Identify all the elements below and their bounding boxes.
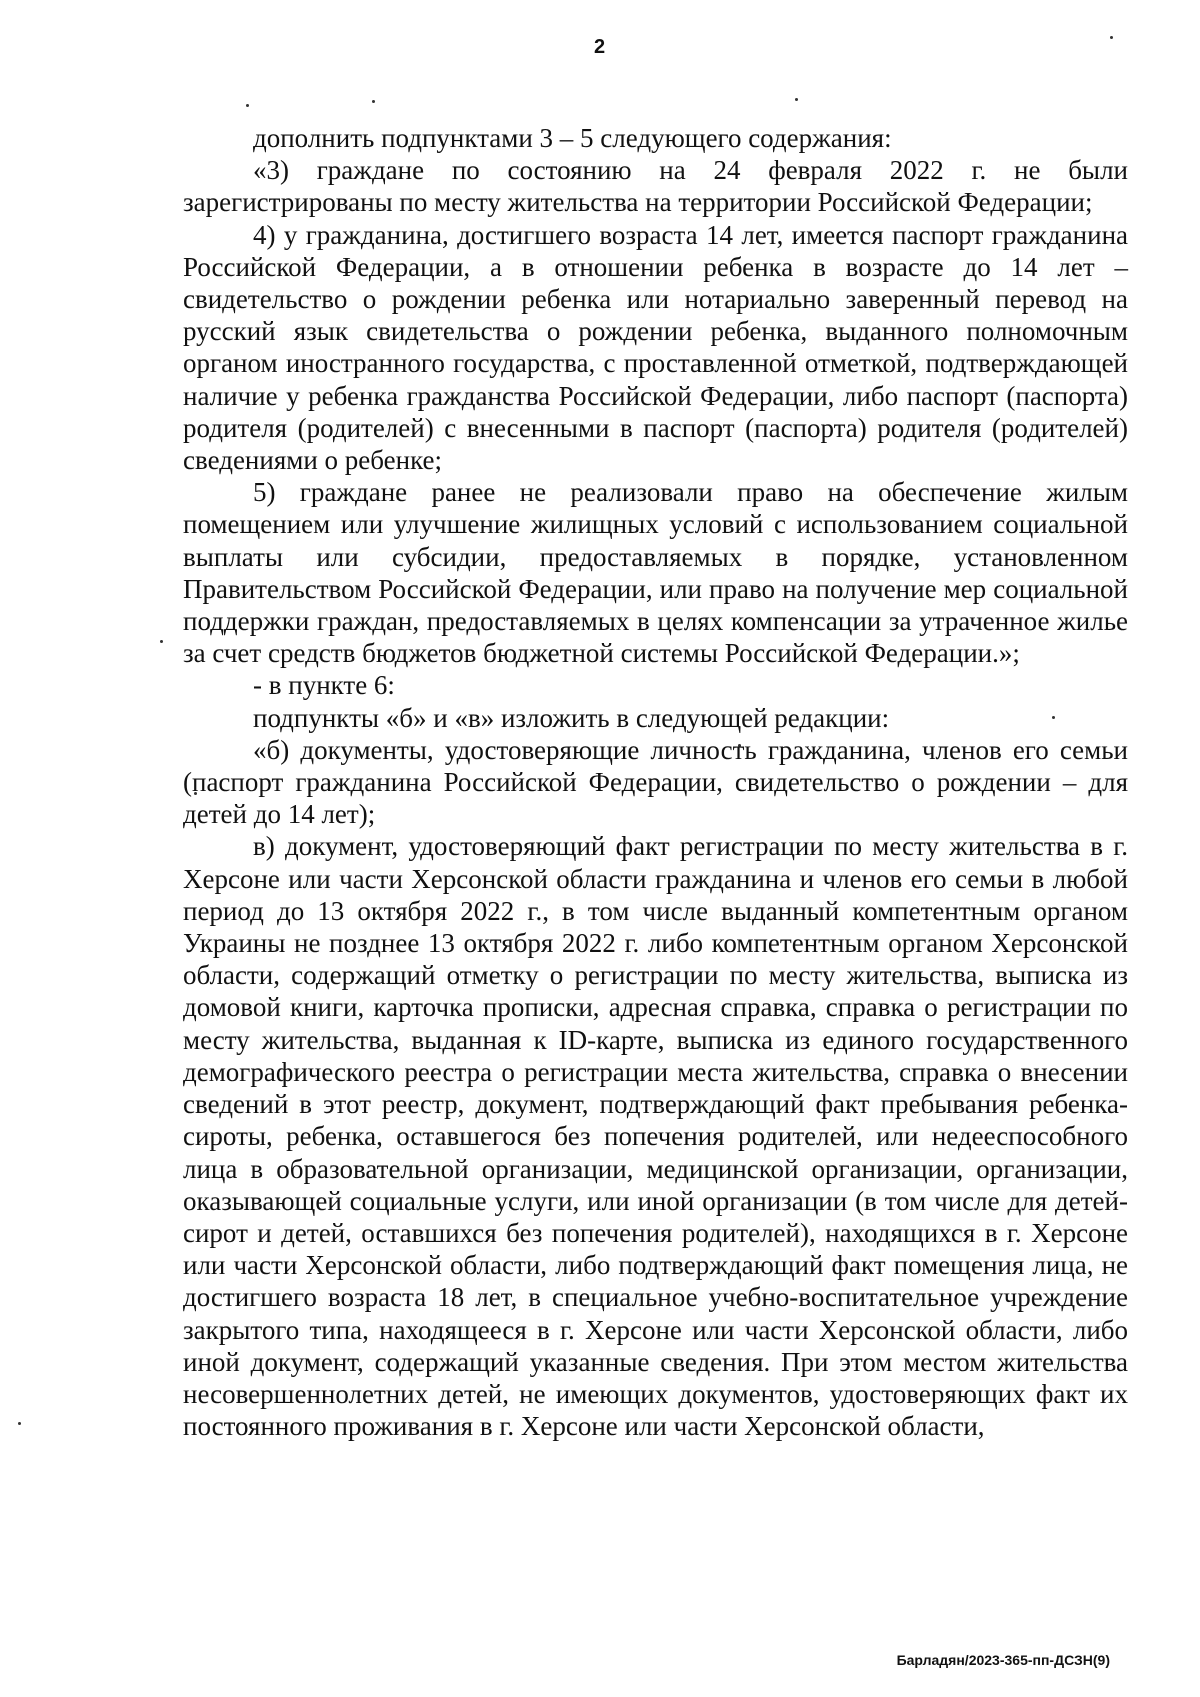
scan-speck xyxy=(372,100,375,103)
page-number: 2 xyxy=(593,36,607,58)
paragraph: 5) граждане ранее не реализовали право на обеспечение жилым помещением или улучшение жилищных условий с использованием социальной выплаты или субсидии, предоставляемых в порядке, установленном Правительством Российской Федерации, или право на получение мер социальной поддержки граждан, предоставляемых в целях компенсации за утраченное жилье за счет средств бюджетов бюджетной системы Российской Федерации.»; xyxy=(183,477,1128,669)
paragraph: в) документ, удостоверяющий факт регистрации по месту жительства в г. Херсоне или части Херсонской области гражданина и членов его семьи в любой период до 13 октября 2022 г., в том числе выданный компетентным органом Украины не позднее 13 октября 2022 г. либо компетентным органом Херсонской области, содержащий отметку о регистрации по месту жительства, выписка из домовой книги, карточка прописки, адресная справка, справка о регистрации по месту жительства, выданная к ID-карте, выписка из единого государственного демографического реестра о регистрации места жительства, справка о внесении сведений в этот реестр, документ, подтверждающий факт пребывания ребенка-сироты, ребенка, оставшегося без попечения родителей, или недееспособного лица в образовательной организации, медицинской организации, организации, оказывающей социальные услуги, или иной организации (в том числе для детей-сирот и детей, оставшихся без попечения родителей), находящихся в г. Херсоне или части Херсонской области, либо подтверждающий факт помещения лица, не достигшего возраста 18 лет, в специальное учебно-воспитательное учреждение закрытого типа, находящееся в г. Херсоне или части Херсонской области, либо иной документ, содержащий указанные сведения. При этом местом жительства несовершеннолетних детей, не имеющих документов, удостоверяющих факт их постоянного проживания в г. Херсоне или части Херсонской области, xyxy=(183,831,1128,1442)
document-code: Барладян/2023-365-пп-ДСЗН(9) xyxy=(896,1652,1110,1668)
document-body xyxy=(183,122,1128,1442)
paragraph: 4) у гражданина, достигшего возраста 14 лет, имеется паспорт гражданина Российской Федерации, а в отношении ребенка в возрасте до 14 лет – свидетельство о рождении ребенка или нотариально заверенный перевод на русский язык свидетельства о рождении ребенка, выданного полномочным органом иностранного государства, с проставленной отметкой, подтверждающей наличие у ребенка гражданства Российской Федерации, либо паспорт (паспорта) родителя (родителей) с внесенными в паспорт (паспорта) родителя (родителей) сведениями о ребенке; xyxy=(183,219,1128,476)
paragraph: «б) документы, удостоверяющие личность гражданина, членов его семьи (паспорт гражданина Российской Федерации, свидетельство о рождении – для детей до 14 лет); xyxy=(183,734,1128,830)
paragraph: подпункты «б» и «в» изложить в следующей редакции: xyxy=(253,702,890,733)
scan-speck xyxy=(1110,36,1113,39)
paragraph: - в пункте 6: xyxy=(253,670,395,701)
paragraph: дополнить подпунктами 3 – 5 следующего содержания: xyxy=(253,123,892,153)
scan-speck xyxy=(160,640,163,643)
scan-speck xyxy=(246,104,249,107)
scan-speck xyxy=(795,98,798,101)
scan-speck xyxy=(18,1422,21,1425)
paragraph: «3) граждане по состоянию на 24 февраля 2022 г. не были зарегистрированы по месту жительства на территории Российской Федерации; xyxy=(183,155,1128,218)
